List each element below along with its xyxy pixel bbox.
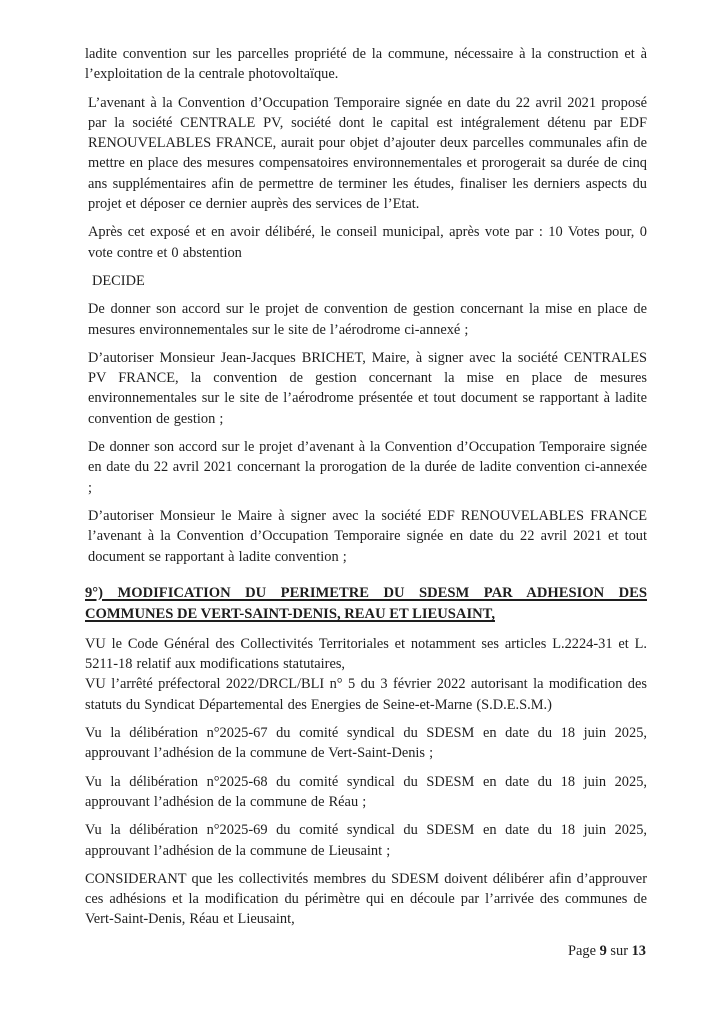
page-footer-separator: sur: [610, 943, 628, 959]
total-pages-number: 13: [631, 943, 646, 959]
paragraph-autoriser-maire: D’autoriser Monsieur le Maire à signer avec la société EDF RENOUVELABLES FRANCE l’avenant à la Convention d’Occupation Temporaire signée en date du 22 avril 2021 et tout document se rapportant à ladite convention ;: [88, 507, 647, 565]
section-heading-line1: 9°) MODIFICATION DU PERIMETRE DU SDESM PAR ADHESION DES: [85, 584, 647, 601]
paragraph-vote-result: Après cet exposé et en avoir délibéré, le conseil municipal, après vote par : 10 Votes pour, 0 vote contre et 0 abstention: [88, 224, 647, 261]
paragraph-deliberation-2025-69: Vu la délibération n°2025-69 du comité syndical du SDESM en date du 18 juin 2025, approuvant l’adhésion de la commune de Lieusaint ;: [85, 822, 647, 859]
page-number-footer: [568, 941, 646, 961]
decide-label: DECIDE: [92, 272, 145, 289]
paragraph-accord-avenant: De donner son accord sur le projet d’avenant à la Convention d’Occupation Temporaire signée en date du 22 avril 2021 concernant la prorogation de la durée de ladite convention ci-annexée ;: [88, 439, 647, 496]
paragraph-considerant: CONSIDERANT que les collectivités membres du SDESM doivent délibérer afin d’approuver ces adhésions et la modification du périmètre qui en découle par l’arrivée des communes de Vert-Saint-Denis, Réau et Lieusaint,: [85, 870, 647, 928]
paragraph-vu-arrete-prefectoral: VU l’arrêté préfectoral 2022/DRCL/BLI n° 5 du 3 février 2022 autorisant la modification des statuts du Syndicat Départemental des Energies de Seine-et-Marne (S.D.E.S.M.): [85, 676, 647, 713]
current-page-number: 9: [599, 943, 607, 959]
paragraph-vu-code-general: VU le Code Général des Collectivités Territoriales et notamment ses articles L.2224-31 et L. 5211-18 relatif aux modifications statutaires,: [85, 635, 647, 673]
paragraph-accord-convention-gestion: De donner son accord sur le projet de convention de gestion concernant la mise en place de mesures environnementales sur le site de l’aérodrome ci-annexé ;: [88, 301, 647, 338]
page-footer-label: Page: [568, 943, 596, 959]
section-heading-sdesm: [85, 583, 647, 625]
paragraph-deliberation-2025-68: Vu la délibération n°2025-68 du comité syndical du SDESM en date du 18 juin 2025, approuvant l’adhésion de la commune de Réau ;: [85, 773, 647, 810]
paragraph-avenant-description: L’avenant à la Convention d’Occupation Temporaire signée en date du 22 avril 2021 proposé par la société CENTRALE PV, société dont le capital est intégralement détenu par EDF RENOUVELABLES FRANCE, aurait pour objet d’ajouter deux parcelles communales afin de mettre en place des mesures compensatoires environnementales et prorogerait sa durée de cinq ans supplémentaires afin de permettre de terminer les études, finaliser les derniers aspects du projet et déposer ce dernier auprès des services de l’Etat.: [88, 94, 647, 213]
paragraph-convention-intro: ladite convention sur les parcelles propriété de la commune, nécessaire à la construction et à l’exploitation de la centrale photovoltaïque.: [85, 46, 647, 83]
paragraph-deliberation-2025-67: Vu la délibération n°2025-67 du comité syndical du SDESM en date du 18 juin 2025, approuvant l’adhésion de la commune de Vert-Saint-Denis ;: [85, 725, 647, 762]
section-heading-line2: COMMUNES DE VERT-SAINT-DENIS, REAU ET LIEUSAINT,: [85, 605, 495, 622]
paragraph-autoriser-brichet: D’autoriser Monsieur Jean-Jacques BRICHET, Maire, à signer avec la société CENTRALES PV FRANCE, la convention de gestion concernant la mise en place de mesures environnementales sur le site de l’aérodrome présentée et tout document se rapportant à ladite convention de gestion ;: [88, 349, 647, 427]
